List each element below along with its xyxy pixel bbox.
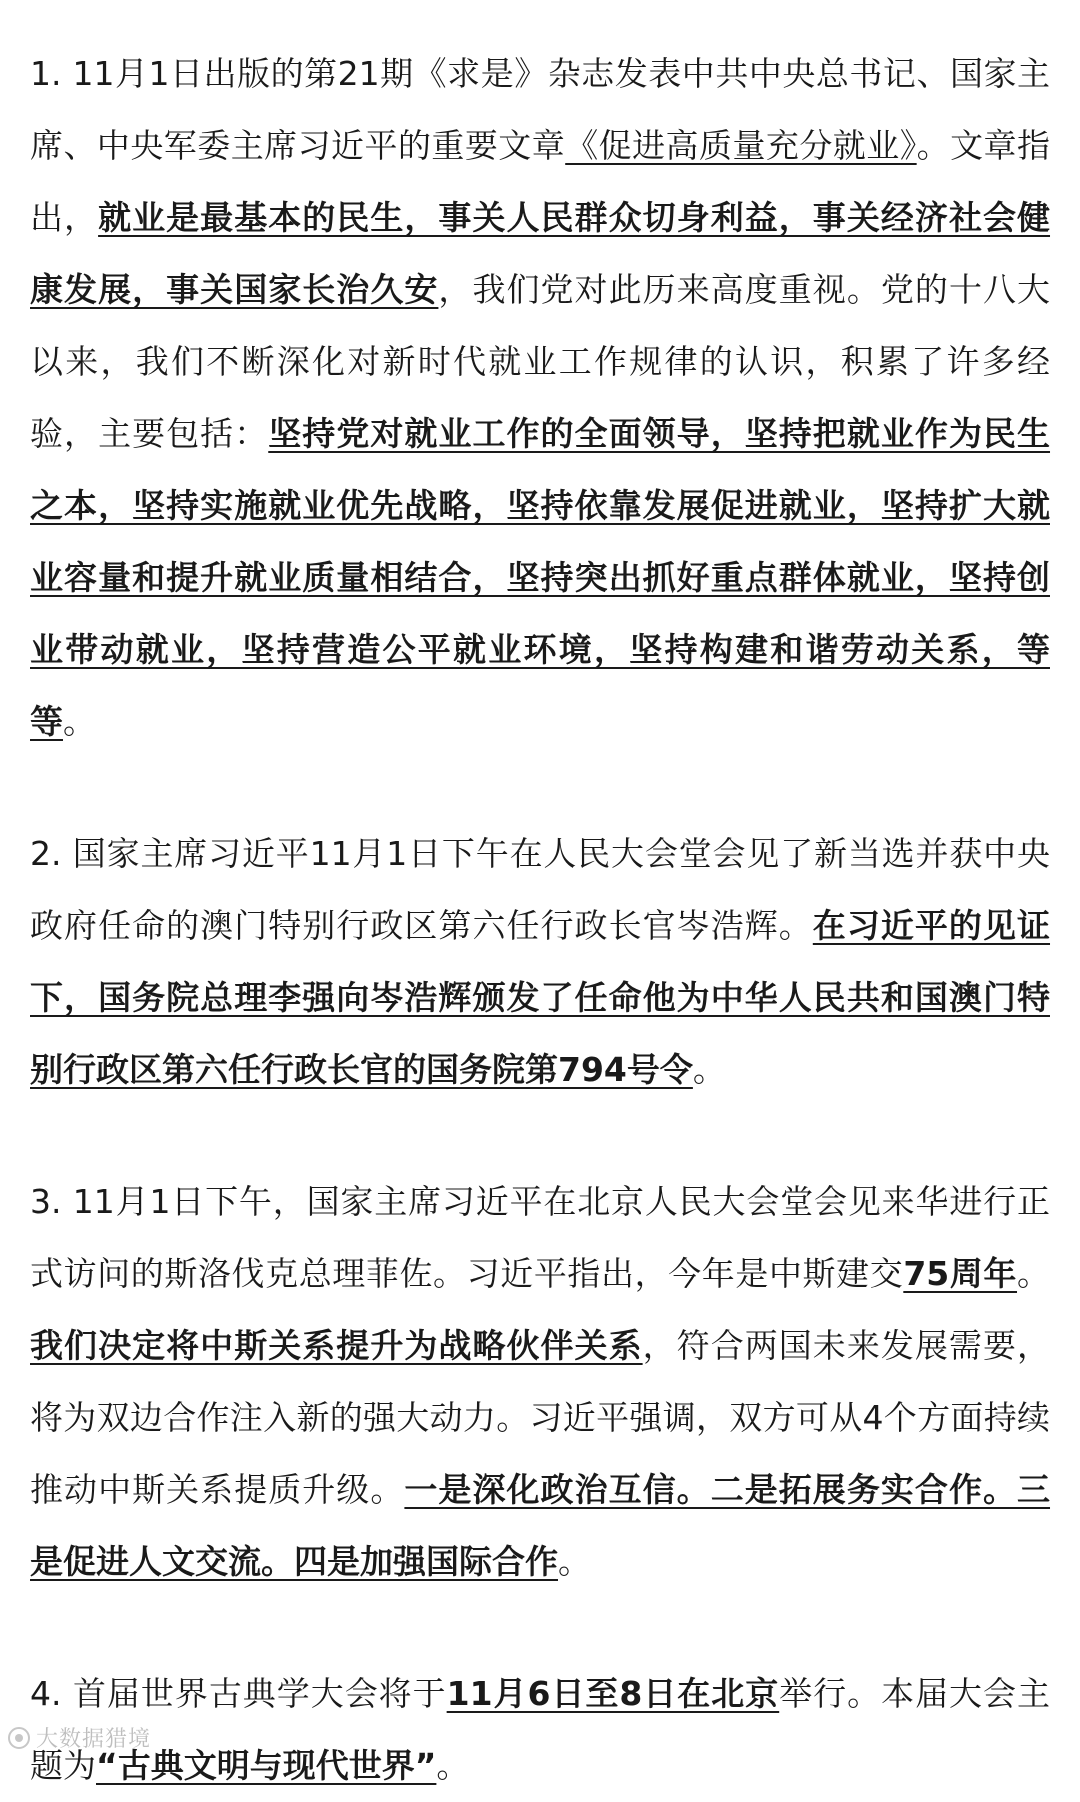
text-segment: 。 xyxy=(692,1050,726,1089)
text-segment: ，我们党对此历来高度重视。党的十八大以来，我们不断深化对新时代就业工作规律的认识，积累了许多经验，主要包括： xyxy=(30,270,1051,453)
news-item-4 xyxy=(30,1658,1050,1802)
text-segment: 举行。本届大会主题为 xyxy=(30,1674,1050,1785)
text-segment: 。文章指出， xyxy=(30,126,1051,237)
news-item-3 xyxy=(30,1166,1050,1598)
highlight-text: 坚持党对就业工作的全面领导，坚持把就业作为民生之本，坚持实施就业优先战略，坚持依靠发展促进就业，坚持扩大就业容量和提升就业质量相结合，坚持突出抓好重点群体就业，坚持创业带动就业，坚持营造公平就业环境，坚持构建和谐劳动关系，等等 xyxy=(30,414,1051,741)
text-segment: ，符合两国未来发展需要，将为双边合作注入新的强大动力。习近平强调，双方可从4个方面持续推动中斯关系提质升级。 xyxy=(30,1326,1051,1509)
text-segment: 。 xyxy=(436,1746,470,1785)
highlight-text: 就业是最基本的民生，事关人民群众切身利益，事关经济社会健康发展，事关国家长治久安 xyxy=(30,198,1051,309)
text-segment: 。 xyxy=(1017,1254,1051,1293)
highlight-text: 11月6日至8日在北京 xyxy=(446,1674,780,1713)
text-segment: 1. 11月1日出版的第21期《求是》杂志发表中共中央总书记、国家主席、中央军委主席习近平的重要文章 xyxy=(30,54,1050,165)
text-segment: 3. 11月1日下午，国家主席习近平在北京人民大会堂会见来华进行正式访问的斯洛伐克总理菲佐。习近平指出，今年是中斯建交 xyxy=(30,1182,1050,1293)
article-body xyxy=(30,38,1050,1802)
news-item-1 xyxy=(30,38,1050,758)
highlight-text: 我们决定将中斯关系提升为战略伙伴关系 xyxy=(30,1326,643,1365)
watermark-text: 大数据猎境 xyxy=(36,1727,152,1752)
text-segment: 4. 首届世界古典学大会将于 xyxy=(30,1674,447,1713)
highlight-text: 在习近平的见证下，国务院总理李强向岑浩辉颁发了任命他为中华人民共和国澳门特别行政区第六任行政长官的国务院第794号令 xyxy=(30,906,1051,1089)
article-title-link[interactable]: 《促进高质量充分就业》 xyxy=(565,126,917,165)
highlight-text: “古典文明与现代世界” xyxy=(96,1746,437,1785)
text-segment: 。 xyxy=(63,702,96,741)
watermark xyxy=(8,1722,151,1753)
text-segment: 。 xyxy=(558,1542,591,1581)
news-item-2 xyxy=(30,818,1050,1106)
highlight-text: 一是深化政治互信。二是拓展务实合作。三是促进人文交流。四是加强国际合作 xyxy=(30,1470,1051,1581)
logo-icon xyxy=(8,1727,30,1749)
highlight-text: 75周年 xyxy=(903,1254,1018,1293)
text-segment: 2. 国家主席习近平11月1日下午在人民大会堂会见了新当选并获中央政府任命的澳门特别行政区第六任行政长官岑浩辉。 xyxy=(30,834,1050,945)
